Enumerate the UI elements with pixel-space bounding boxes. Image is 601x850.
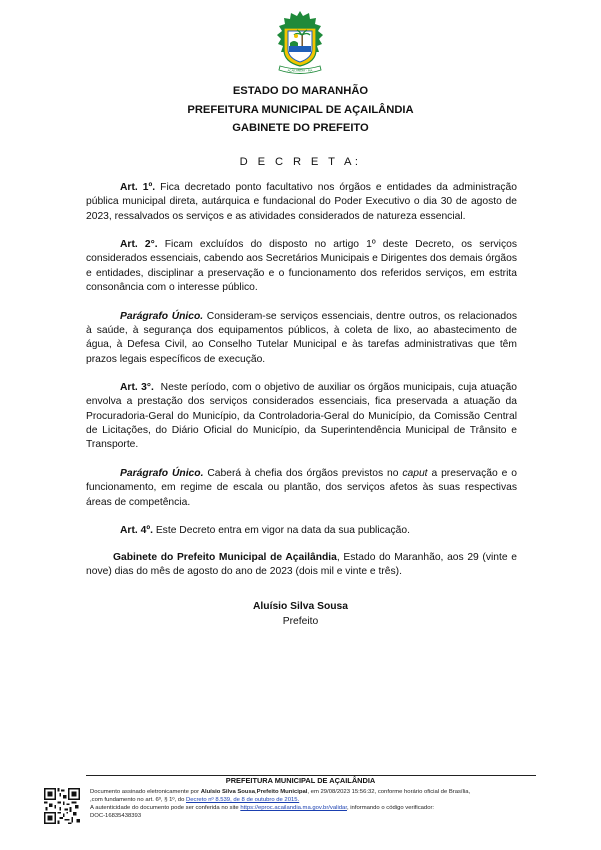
paragraph-2-label: Parágrafo Único. xyxy=(120,467,204,479)
footer-line-1-c: , xyxy=(255,789,257,795)
footer-line-2-a: ,com fundamento no art. 6º, § 1º, do xyxy=(90,797,186,804)
decree-heading: D E C R E T A: xyxy=(239,156,362,168)
article-4-text: Este Decreto entra em vigor na data da sua publicação. xyxy=(152,525,410,537)
closing-bold: Gabinete do Prefeito Municipal de Açailândia xyxy=(113,552,337,563)
crest-ribbon-text: AÇAILÂNDIA - MA xyxy=(287,68,313,73)
footer-signer-name: Aluísio Silva Sousa xyxy=(200,789,256,795)
footer-line-1-e: , em 29/08/2023 15:56:32, conforme horário oficial de Brasília, xyxy=(307,789,471,795)
footer-title: PREFEITURA MUNICIPAL DE AÇAILÂNDIA xyxy=(225,776,376,785)
article-4-label: Art. 4º. xyxy=(120,525,153,537)
article-2 xyxy=(86,238,517,295)
footer-line-3-b: , informando o código verificador: xyxy=(346,805,435,812)
signature-title: Prefeito xyxy=(282,616,319,627)
footer-line-3 xyxy=(90,804,560,812)
article-1 xyxy=(86,181,517,224)
decree-link[interactable]: Decreto nº 8.539, de 8 de outubro de 2015. xyxy=(186,797,300,804)
paragraph-unico-1 xyxy=(86,310,517,367)
article-4 xyxy=(86,524,517,538)
closing-paragraph xyxy=(86,551,517,580)
article-3-text: Neste período, com o objetivo de auxiliar os órgãos municipais, cuja atuação envolva a prestação dos serviços considerados essenciais, fica preservada a atuação da Procuradoria-Geral do Município, da Controladoria-Geral do Município, da Comissão Central de Licitações, do Diário Oficial do Município, da Superintendência Municipal de Trânsito e Transporte. xyxy=(86,382,520,451)
qr-code-icon xyxy=(44,788,80,824)
article-2-label: Art. 2°. xyxy=(120,239,158,251)
paragraph-2-italic: caput xyxy=(402,467,428,479)
article-1-label: Art. 1º. xyxy=(120,182,156,193)
header-state: ESTADO DO MARANHÃO xyxy=(232,85,369,97)
article-3-label: Art. 3°. xyxy=(120,382,154,394)
paragraph-unico-2 xyxy=(86,467,517,510)
footer-signature-info xyxy=(90,788,560,820)
paragraph-1-label: Parágrafo Único. xyxy=(120,310,204,322)
footer-line-1 xyxy=(90,788,560,796)
footer-line-2 xyxy=(90,796,560,804)
article-1-text: Fica decretado ponto facultativo nos órgãos e entidades da administração pública municipal direta, autárquica e fundacional do Poder Executivo o dia 30 de agosto de 2023, ressalvados os serviços e as atividades considerados de natureza essencial. xyxy=(86,182,517,222)
header-office: GABINETE DO PREFEITO xyxy=(232,122,369,134)
validation-link[interactable]: https://eproc.acailandia.ma.gov.br/validar xyxy=(240,805,347,812)
article-3 xyxy=(86,381,520,452)
header-prefecture: PREFEITURA MUNICIPAL DE AÇAILÂNDIA xyxy=(187,104,414,116)
closing-text: , Estado do Maranhão, aos 29 (vinte e nove) dias do mês de agosto do ano de 2023 (dois mil e vinte e três). xyxy=(86,552,517,578)
municipal-crest-logo xyxy=(268,8,332,82)
decree-body xyxy=(86,181,520,538)
footer-signer-role: Prefeito Municipal xyxy=(256,789,308,795)
footer-line-1-a: Documento assinado eletronicamente por xyxy=(90,789,201,795)
article-2-text: Ficam excluídos do disposto no artigo 1º deste Decreto, os serviços considerados essenciais, cabendo aos Secretários Municipais e Dirigentes dos demais órgãos e entidades, disciplinar a preservação e o funcionamento dos referidos serviços, em estrita consonância com o interesse público. xyxy=(86,239,517,294)
verification-code: DOC-16835438393 xyxy=(90,813,142,820)
paragraph-2-text-before: Caberá à chefia dos órgãos previstos no xyxy=(203,467,403,479)
signature-name: Aluísio Silva Sousa xyxy=(253,601,348,612)
paragraph-2-text-after: a preservação e o funcionamento, em regime de escala ou plantão, dos serviços afetos às suas respectivas áreas de competência. xyxy=(86,467,517,508)
paragraph-1-text: Consideram-se serviços essenciais, dentre outros, os relacionados à saúde, à segurança dos equipamentos públicos, à coleta de lixo, ao abastecimento de água, à Defesa Civil, ao Conselho Tutelar Municipal e às tarefas administrativas que têm prazos legais específicos de execução. xyxy=(86,310,517,365)
footer-line-3-a: A autenticidade do documento pode ser conferida no site xyxy=(90,805,241,812)
